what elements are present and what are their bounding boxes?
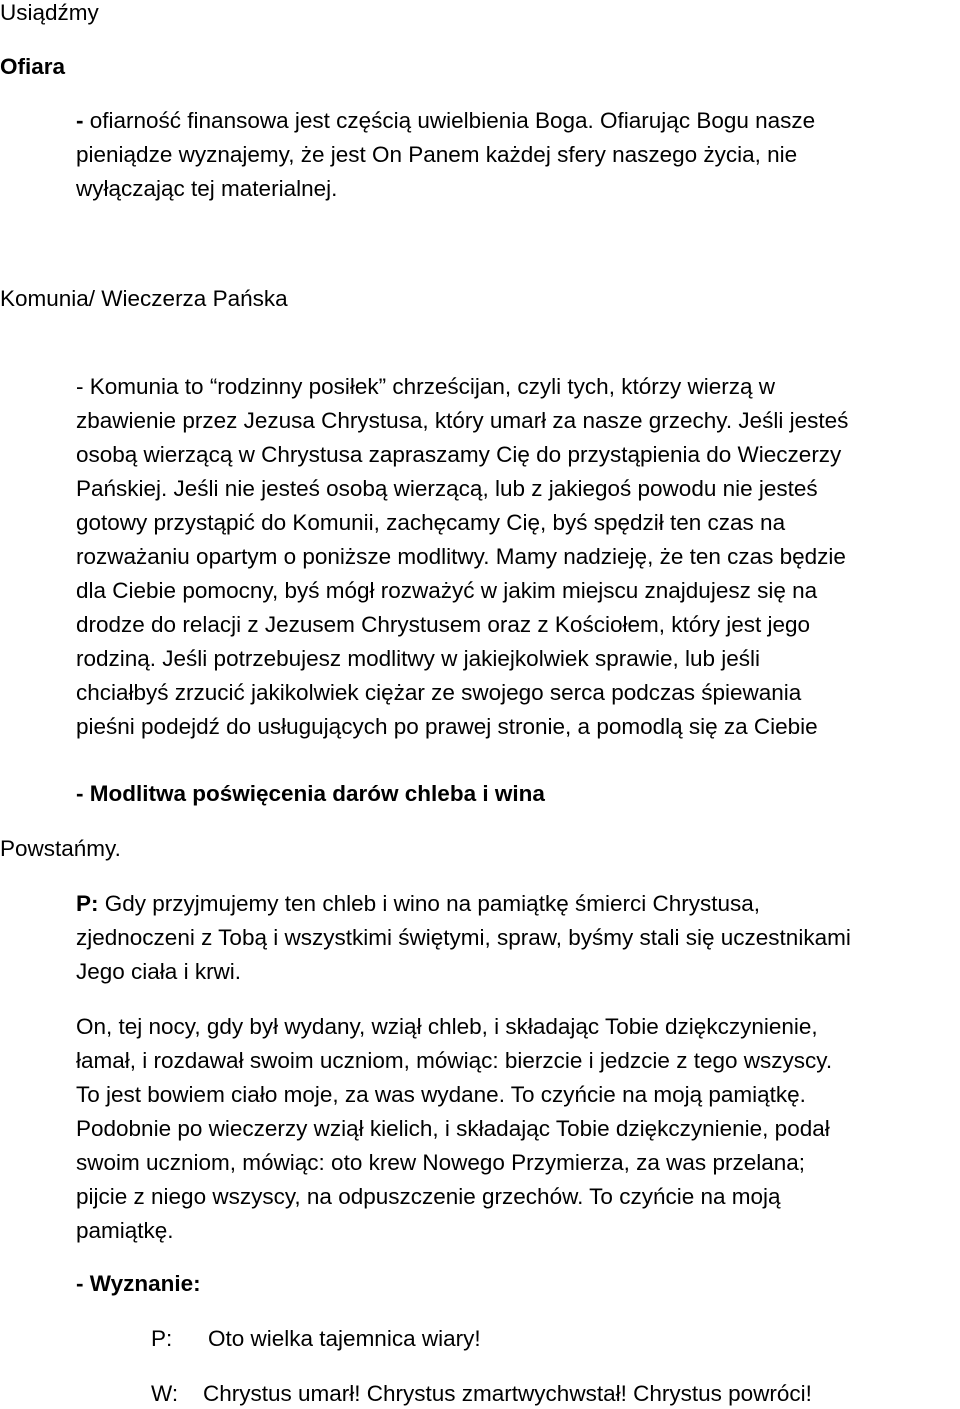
komunia-line: osobą wierzącą w Chrystusa zapraszamy Cię do przystąpienia do Wieczerzy xyxy=(76,442,842,467)
prayer-speaker-label: P: xyxy=(76,891,99,916)
prayer-line xyxy=(76,891,760,917)
komunia-line: rozważaniu opartym o poniższe modlitwy. Mamy nadzieję, że ten czas będzie xyxy=(76,544,846,569)
prayer-line: zjednoczeni z Tobą i wszystkimi świętymi, spraw, byśmy stali się uczestnikami xyxy=(76,925,851,950)
usiadzmy-text: Usiądźmy xyxy=(0,0,99,25)
narrative-line: Podobnie po wieczerzy wziął kielich, i składając Tobie dziękczynienie, podał xyxy=(76,1116,830,1141)
response-speaker-label: P: xyxy=(151,1326,173,1351)
komunia-line: gotowy przystąpić do Komunii, zachęcamy Cię, byś spędził ten czas na xyxy=(76,510,786,535)
response-speaker-label: W: xyxy=(151,1381,179,1406)
wyznanie-heading: - Wyznanie: xyxy=(76,1271,201,1296)
ofiara-line: pieniądze wyznajemy, że jest On Panem każdej sfery naszego życia, nie xyxy=(76,142,798,167)
narrative-line: łamał, i rozdawał swoim uczniom, mówiąc: bierzcie i jedzcie z tego wszyscy. xyxy=(76,1048,833,1073)
response-text: Chrystus umarł! Chrystus zmartwychwstał! Chrystus powróci! xyxy=(203,1381,812,1406)
komunia-line: - Komunia to “rodzinny posiłek” chrześcijan, czyli tych, którzy wierzą w xyxy=(76,374,775,399)
powstanmy-text: Powstańmy. xyxy=(0,836,121,861)
ofiara-line-text: ofiarność finansowa jest częścią uwielbienia Boga. Ofiarując Bogu nasze xyxy=(83,108,816,133)
komunia-line: rodziną. Jeśli potrzebujesz modlitwy w jakiejkolwiek sprawie, lub jeśli xyxy=(76,646,761,671)
narrative-line: To jest bowiem ciało moje, za was wydane. To czyńcie na moją pamiątkę. xyxy=(76,1082,806,1107)
narrative-line: pamiątkę. xyxy=(76,1218,174,1243)
komunia-line: zbawienie przez Jezusa Chrystusa, który umarł za nasze grzechy. Jeśli jesteś xyxy=(76,408,849,433)
prayer-line: Jego ciała i krwi. xyxy=(76,959,242,984)
narrative-line: swoim uczniom, mówiąc: oto krew Nowego Przymierza, za was przelana; xyxy=(76,1150,805,1175)
komunia-line: Pańskiej. Jeśli nie jesteś osobą wierzącą, lub z jakiegoś powodu nie jesteś xyxy=(76,476,818,501)
prayer-line-text: Gdy przyjmujemy ten chleb i wino na pamiątkę śmierci Chrystusa, xyxy=(98,891,760,916)
ofiara-dash: - xyxy=(76,108,84,133)
komunia-line: pieśni podejdź do usługujących po prawej stronie, a pomodlą się za Ciebie xyxy=(76,714,818,739)
komunia-line: chciałbyś zrzucić jakikolwiek ciężar ze swojego serca podczas śpiewania xyxy=(76,680,802,705)
ofiara-line xyxy=(76,108,815,134)
response-text: Oto wielka tajemnica wiary! xyxy=(208,1326,481,1351)
modlitwa-heading: - Modlitwa poświęcenia darów chleba i wina xyxy=(76,781,545,806)
narrative-line: pijcie z niego wszyscy, na odpuszczenie grzechów. To czyńcie na moją xyxy=(76,1184,781,1209)
ofiara-heading: Ofiara xyxy=(0,54,66,79)
komunia-line: dla Ciebie pomocny, byś mógł rozważyć w jakim miejscu znajdujesz się na xyxy=(76,578,818,603)
komunia-line: drodze do relacji z Jezusem Chrystusem oraz z Kościołem, który jest jego xyxy=(76,612,811,637)
komunia-heading: Komunia/ Wieczerza Pańska xyxy=(0,286,288,311)
ofiara-line: wyłączając tej materialnej. xyxy=(76,176,338,201)
narrative-line: On, tej nocy, gdy był wydany, wziął chleb, i składając Tobie dziękczynienie, xyxy=(76,1014,818,1039)
